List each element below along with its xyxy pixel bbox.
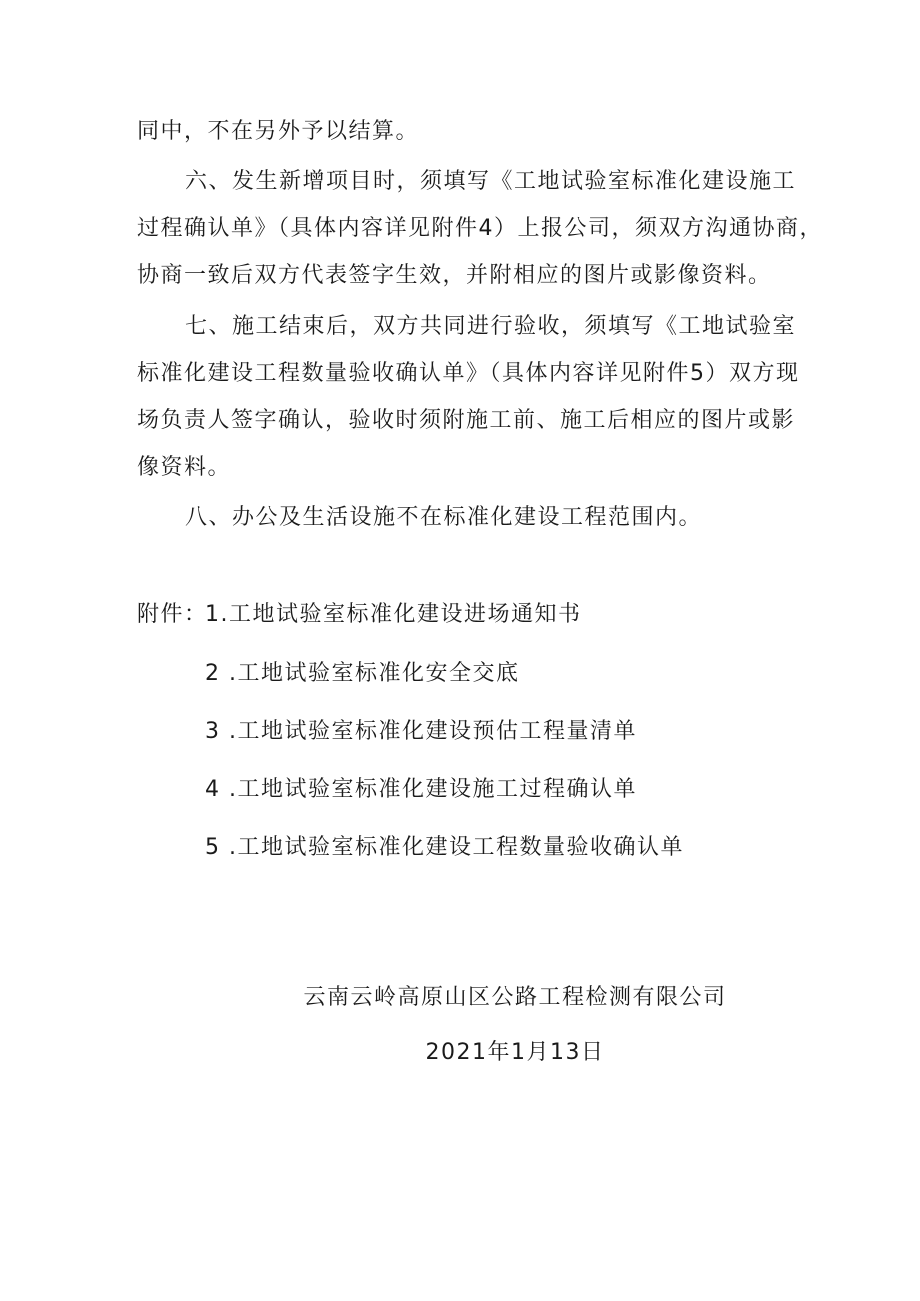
attachment-item-4: 4 .工地试验室标准化建设施工过程确认单 <box>205 777 637 802</box>
paragraph-8: 八、办公及生活设施不在标准化建设工程范围内。 <box>185 505 703 530</box>
paragraph-7-line-2: 标准化建设工程数量验收确认单》（具体内容详见附件5）双方现 <box>137 361 800 386</box>
paragraph-7-line-1: 七、施工结束后，双方共同进行验收，须填写《工地试验室 <box>185 314 797 339</box>
attachment-item-2: 2 .工地试验室标准化安全交底 <box>205 661 520 686</box>
signature-company: 云南云岭高原山区公路工程检测有限公司 <box>303 985 727 1010</box>
attachment-item-3: 3 .工地试验室标准化建设预估工程量清单 <box>205 719 637 744</box>
attachments-label: 附件： <box>137 602 208 627</box>
attachment-item-1: 1.工地试验室标准化建设进场通知书 <box>205 602 582 627</box>
paragraph-6-line-2: 过程确认单》（具体内容详见附件4）上报公司，须双方沟通协商， <box>137 216 823 241</box>
signature-date: 2021年1月13日 <box>425 1040 605 1065</box>
paragraph-6-line-1: 六、发生新增项目时，须填写《工地试验室标准化建设施工 <box>185 169 797 194</box>
attachment-item-5: 5 .工地试验室标准化建设工程数量验收确认单 <box>205 835 684 860</box>
paragraph-7-line-3: 场负责人签字确认，验收时须附施工前、施工后相应的图片或影 <box>137 408 796 433</box>
paragraph-6-line-3: 协商一致后双方代表签字生效，并附相应的图片或影像资料。 <box>137 263 772 288</box>
paragraph-5-tail: 同中，不在另外予以结算。 <box>137 119 420 144</box>
paragraph-7-line-4: 像资料。 <box>137 455 232 480</box>
